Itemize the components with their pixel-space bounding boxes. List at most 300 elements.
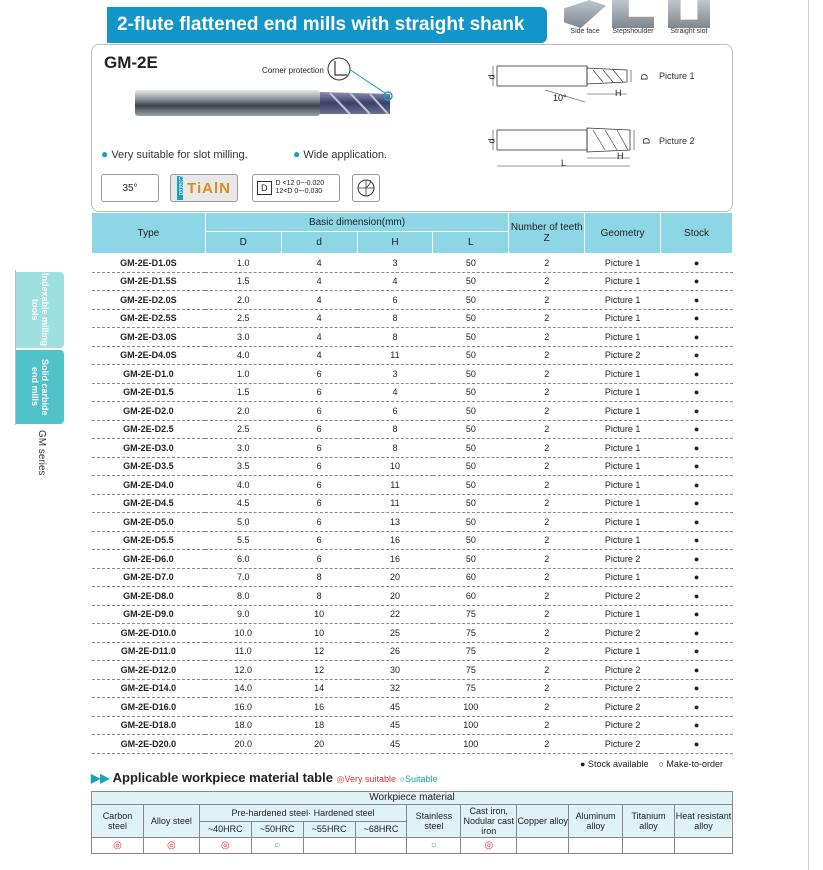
cell-type: GM-2E-D1.0 [92, 365, 206, 384]
cell-teeth: 2 [509, 476, 585, 495]
cell-d: 4 [281, 328, 357, 347]
picture-1-dim-d: d [486, 74, 497, 80]
cell-d: 18 [281, 716, 357, 735]
cell-H: 8 [357, 420, 433, 439]
picture-2-dim-H: H [617, 151, 624, 161]
header-L: L [433, 232, 509, 254]
cell-geometry: Picture 1 [585, 365, 661, 384]
cell-H: 32 [357, 679, 433, 698]
picture-1-label: Picture 1 [659, 71, 695, 81]
cell-stock: ● [661, 420, 733, 439]
table-row [92, 661, 733, 680]
cell-D: 12.0 [205, 661, 281, 680]
legend-very-suitable: ◎Very suitable [336, 774, 396, 784]
cell-d: 4 [281, 346, 357, 365]
cell-L: 50 [433, 494, 509, 513]
cell-d: 6 [281, 420, 357, 439]
feature-1-text: Very suitable for slot milling. [111, 149, 248, 161]
cell-H: 3 [357, 365, 433, 384]
cell-H: 6 [357, 291, 433, 310]
cell-d: 6 [281, 550, 357, 569]
cell-stock: ● [661, 661, 733, 680]
cell-stock: ● [661, 568, 733, 587]
cell-H: 4 [357, 272, 433, 291]
cell-d: 4 [281, 291, 357, 310]
cell-d: 6 [281, 457, 357, 476]
cell-L: 100 [433, 735, 509, 754]
cell-H: 45 [357, 735, 433, 754]
cell-type: GM-2E-D5.0 [92, 513, 206, 532]
header-geometry: Geometry [585, 213, 661, 254]
table-row [92, 587, 733, 606]
cell-type: GM-2E-D12.0 [92, 661, 206, 680]
cell-geometry: Picture 2 [585, 679, 661, 698]
col-stainless-steel: Stainless steel [407, 805, 461, 838]
cell-d: 20 [281, 735, 357, 754]
cell-stock: ● [661, 402, 733, 421]
picture-1-drawing [485, 58, 655, 110]
cell-teeth: 2 [509, 587, 585, 606]
cell-stock: ● [661, 365, 733, 384]
cell-geometry: Picture 2 [585, 587, 661, 606]
cell-geometry: Picture 1 [585, 513, 661, 532]
cell-D: 2.5 [205, 309, 281, 328]
table-row [92, 272, 733, 291]
picture-2-dim-D: D [641, 137, 652, 145]
step-shoulder-block [612, 0, 654, 35]
cell-stock: ● [661, 346, 733, 365]
cell-L: 50 [433, 328, 509, 347]
cell-D: 4.0 [205, 346, 281, 365]
cell-D: 7.0 [205, 568, 281, 587]
cell-geometry: Picture 1 [585, 254, 661, 273]
series-label: GM series [36, 430, 47, 476]
cell-geometry: Picture 1 [585, 402, 661, 421]
cell-H: 25 [357, 624, 433, 643]
cell-geometry: Picture 2 [585, 346, 661, 365]
cell-stock: ● [661, 309, 733, 328]
cell-teeth: 2 [509, 531, 585, 550]
table-row [92, 254, 733, 273]
cell-stock: ● [661, 272, 733, 291]
cell-H: 6 [357, 402, 433, 421]
cell-teeth: 2 [509, 420, 585, 439]
straight-slot-icon [668, 0, 710, 28]
cell-d: 4 [281, 309, 357, 328]
double-arrow-icon: ▶▶ [91, 771, 110, 785]
cell-H: 16 [357, 531, 433, 550]
pre-hardened-label: Pre-hardened steel [231, 807, 309, 818]
page-edge [808, 0, 809, 870]
cell-type: GM-2E-D5.5 [92, 531, 206, 550]
cell-teeth: 2 [509, 328, 585, 347]
cell-H: 45 [357, 716, 433, 735]
suitability-mark [675, 838, 733, 854]
suitability-mark: ◎ [92, 838, 144, 854]
cell-type: GM-2E-D9.0 [92, 605, 206, 624]
table-row [92, 624, 733, 643]
cell-stock: ● [661, 735, 733, 754]
col-68hrc: ~68HRC [355, 821, 407, 838]
cell-L: 50 [433, 439, 509, 458]
cell-H: 22 [357, 605, 433, 624]
suitability-mark [623, 838, 675, 854]
cell-teeth: 2 [509, 346, 585, 365]
page-title: 2-flute flattened end mills with straight shank [107, 7, 547, 43]
tolerance-badge [252, 174, 340, 202]
tab-solid-label: Solid carbide end mills [30, 358, 50, 416]
step-shoulder-icon [612, 0, 654, 28]
cell-teeth: 2 [509, 550, 585, 569]
cell-geometry: Picture 1 [585, 531, 661, 550]
picture-1-angle: 10° [553, 93, 567, 103]
cell-L: 50 [433, 402, 509, 421]
cell-teeth: 2 [509, 661, 585, 680]
suitability-mark: ◎ [199, 838, 251, 854]
cell-d: 8 [281, 568, 357, 587]
cell-d: 6 [281, 476, 357, 495]
cell-teeth: 2 [509, 457, 585, 476]
bullet-icon: ● [101, 147, 109, 161]
cell-type: GM-2E-D3.0S [92, 328, 206, 347]
suitability-mark [517, 838, 569, 854]
cell-geometry: Picture 1 [585, 328, 661, 347]
tab-indexable-label: Indexable milling tools [30, 273, 50, 347]
col-50hrc: ~50HRC [251, 821, 303, 838]
cell-geometry: Picture 1 [585, 291, 661, 310]
cell-stock: ● [661, 698, 733, 717]
cell-d: 14 [281, 679, 357, 698]
tolerance-symbol: D [257, 181, 272, 195]
cell-D: 14.0 [205, 679, 281, 698]
cell-geometry: Picture 2 [585, 735, 661, 754]
cell-d: 6 [281, 365, 357, 384]
suitability-mark [355, 838, 407, 854]
header-stock: Stock [661, 213, 733, 254]
table-row [92, 679, 733, 698]
cell-d: 12 [281, 661, 357, 680]
legend-suitable: ○Suitable [399, 774, 438, 784]
cell-L: 50 [433, 272, 509, 291]
cell-type: GM-2E-D1.0S [92, 254, 206, 273]
straight-slot-block [668, 0, 710, 35]
legend-make-to-order: ○ Make-to-order [658, 759, 723, 769]
col-hardened-group: Pre-hardened steel· Hardened steel [199, 805, 407, 822]
cell-D: 4.5 [205, 494, 281, 513]
spec-table [91, 212, 733, 754]
cell-type: GM-2E-D1.5S [92, 272, 206, 291]
cell-teeth: 2 [509, 291, 585, 310]
cell-stock: ● [661, 513, 733, 532]
workpiece-heading [91, 770, 438, 785]
cell-teeth: 2 [509, 513, 585, 532]
cell-stock: ● [661, 439, 733, 458]
workpiece-heading-text: Applicable workpiece material table [112, 770, 333, 785]
picture-2-dim-d: d [486, 138, 497, 144]
cell-d: 12 [281, 642, 357, 661]
cell-type: GM-2E-D4.0S [92, 346, 206, 365]
cell-geometry: Picture 2 [585, 624, 661, 643]
cell-L: 75 [433, 605, 509, 624]
cell-D: 3.5 [205, 457, 281, 476]
spec-table-body [92, 254, 733, 754]
cell-teeth: 2 [509, 254, 585, 273]
table-row [92, 439, 733, 458]
cell-type: GM-2E-D6.0 [92, 550, 206, 569]
cell-type: GM-2E-D7.0 [92, 568, 206, 587]
cell-L: 75 [433, 679, 509, 698]
picture-1-dim-D: D [639, 73, 650, 81]
cell-geometry: Picture 1 [585, 420, 661, 439]
table-row [92, 402, 733, 421]
table-row [92, 383, 733, 402]
coating-tag: Coated [177, 176, 183, 200]
cell-D: 5.0 [205, 513, 281, 532]
cell-L: 50 [433, 365, 509, 384]
cell-teeth: 2 [509, 439, 585, 458]
cell-type: GM-2E-D8.0 [92, 587, 206, 606]
cell-teeth: 2 [509, 735, 585, 754]
table-row [92, 698, 733, 717]
cell-geometry: Picture 2 [585, 716, 661, 735]
cell-teeth: 2 [509, 383, 585, 402]
cell-teeth: 2 [509, 605, 585, 624]
table-row [92, 365, 733, 384]
cell-D: 9.0 [205, 605, 281, 624]
cell-teeth: 2 [509, 698, 585, 717]
feature-wide-application [293, 147, 387, 161]
cell-geometry: Picture 1 [585, 476, 661, 495]
side-face-icon [564, 0, 606, 28]
suitability-row [92, 838, 733, 854]
cell-L: 50 [433, 291, 509, 310]
cell-teeth: 2 [509, 494, 585, 513]
cell-D: 1.0 [205, 254, 281, 273]
cell-d: 6 [281, 494, 357, 513]
cell-d: 6 [281, 383, 357, 402]
col-alloy-steel: Alloy steel [143, 805, 199, 838]
cell-L: 60 [433, 587, 509, 606]
cell-L: 50 [433, 346, 509, 365]
coating-name: TiAlN [187, 179, 231, 197]
cell-H: 20 [357, 587, 433, 606]
workpiece-table [91, 791, 733, 854]
coating-badge [170, 174, 238, 202]
cell-H: 10 [357, 457, 433, 476]
cell-geometry: Picture 2 [585, 550, 661, 569]
cell-d: 6 [281, 531, 357, 550]
tolerance-line-2: 12<D 0~-0.030 [275, 188, 323, 195]
cell-teeth: 2 [509, 309, 585, 328]
table-row [92, 328, 733, 347]
workpiece-group-title: Workpiece material [92, 792, 733, 805]
cell-D: 4.0 [205, 476, 281, 495]
cell-geometry: Picture 2 [585, 661, 661, 680]
step-shoulder-label: Stepshoulder [612, 28, 654, 35]
cell-type: GM-2E-D1.5 [92, 383, 206, 402]
cell-d: 6 [281, 402, 357, 421]
suitability-mark: ○ [407, 838, 461, 854]
cell-stock: ● [661, 642, 733, 661]
corner-protection-label: Corner protection [262, 66, 324, 75]
cell-type: GM-2E-D18.0 [92, 716, 206, 735]
cell-D: 3.0 [205, 328, 281, 347]
cell-type: GM-2E-D2.5 [92, 420, 206, 439]
hardened-label: Hardened steel [313, 807, 375, 818]
cell-L: 50 [433, 531, 509, 550]
cell-H: 16 [357, 550, 433, 569]
corner-protection-icon [325, 55, 395, 100]
cell-geometry: Picture 1 [585, 642, 661, 661]
table-row [92, 735, 733, 754]
helix-angle-badge [101, 174, 159, 202]
table-row [92, 568, 733, 587]
table-row [92, 494, 733, 513]
cell-stock: ● [661, 605, 733, 624]
cell-stock: ● [661, 624, 733, 643]
cell-L: 50 [433, 550, 509, 569]
cell-geometry: Picture 1 [585, 383, 661, 402]
cell-geometry: Picture 1 [585, 439, 661, 458]
col-heat-resistant-alloy: Heat resistant alloy [675, 805, 733, 838]
table-row [92, 291, 733, 310]
suitability-mark: ◎ [461, 838, 517, 854]
helix-angle-value: 35° [122, 182, 138, 194]
cell-teeth: 2 [509, 272, 585, 291]
header-type: Type [92, 213, 206, 254]
cell-type: GM-2E-D3.0 [92, 439, 206, 458]
table-row [92, 513, 733, 532]
cell-d: 4 [281, 254, 357, 273]
flute-section-badge [352, 174, 380, 202]
cell-d: 6 [281, 439, 357, 458]
cell-d: 10 [281, 605, 357, 624]
cell-D: 3.0 [205, 439, 281, 458]
cell-D: 6.0 [205, 550, 281, 569]
cell-D: 20.0 [205, 735, 281, 754]
cell-type: GM-2E-D2.0 [92, 402, 206, 421]
cell-geometry: Picture 1 [585, 272, 661, 291]
tolerance-values [276, 180, 325, 196]
col-copper-alloy: Copper alloy [517, 805, 569, 838]
cell-geometry: Picture 1 [585, 568, 661, 587]
cell-L: 50 [433, 457, 509, 476]
picture-2-dim-L: L [561, 158, 567, 168]
cell-stock: ● [661, 291, 733, 310]
cell-type: GM-2E-D3.5 [92, 457, 206, 476]
suitability-mark [569, 838, 623, 854]
cell-type: GM-2E-D16.0 [92, 698, 206, 717]
cell-L: 50 [433, 309, 509, 328]
table-row [92, 550, 733, 569]
cell-d: 8 [281, 587, 357, 606]
cell-type: GM-2E-D10.0 [92, 624, 206, 643]
straight-slot-label: Straight slot [670, 28, 708, 35]
stock-legend [580, 759, 723, 769]
cell-D: 2.5 [205, 420, 281, 439]
cell-stock: ● [661, 457, 733, 476]
cell-teeth: 2 [509, 365, 585, 384]
cell-teeth: 2 [509, 568, 585, 587]
cell-H: 30 [357, 661, 433, 680]
cell-D: 8.0 [205, 587, 281, 606]
cell-d: 10 [281, 624, 357, 643]
cell-H: 4 [357, 383, 433, 402]
col-titanium-alloy: Titanium alloy [623, 805, 675, 838]
header-basic-dimension: Basic dimension(mm) [205, 213, 508, 232]
bullet-icon: ● [293, 147, 301, 161]
cell-type: GM-2E-D4.0 [92, 476, 206, 495]
cell-H: 3 [357, 254, 433, 273]
cell-type: GM-2E-D2.0S [92, 291, 206, 310]
cell-stock: ● [661, 383, 733, 402]
header-d: d [281, 232, 357, 254]
cell-type: GM-2E-D20.0 [92, 735, 206, 754]
cell-geometry: Picture 1 [585, 605, 661, 624]
cell-L: 75 [433, 642, 509, 661]
cell-geometry: Picture 1 [585, 309, 661, 328]
cell-stock: ● [661, 587, 733, 606]
table-row [92, 476, 733, 495]
col-aluminum-alloy: Aluminum alloy [569, 805, 623, 838]
picture-2-drawing [485, 122, 655, 174]
cell-stock: ● [661, 550, 733, 569]
cell-H: 8 [357, 328, 433, 347]
cell-stock: ● [661, 679, 733, 698]
col-cast-iron: Cast iron, Nodular cast iron [461, 805, 517, 838]
cell-L: 60 [433, 568, 509, 587]
cell-H: 11 [357, 476, 433, 495]
cell-geometry: Picture 1 [585, 457, 661, 476]
cell-L: 50 [433, 420, 509, 439]
cell-D: 18.0 [205, 716, 281, 735]
cell-type: GM-2E-D11.0 [92, 642, 206, 661]
table-row [92, 457, 733, 476]
col-carbon-steel: Carbon steel [92, 805, 144, 838]
cell-D: 1.5 [205, 383, 281, 402]
col-40hrc: ~40HRC [199, 821, 251, 838]
cell-teeth: 2 [509, 402, 585, 421]
cell-H: 11 [357, 494, 433, 513]
cell-L: 50 [433, 383, 509, 402]
table-row [92, 642, 733, 661]
cell-H: 20 [357, 568, 433, 587]
cell-teeth: 2 [509, 679, 585, 698]
model-name: GM-2E [104, 53, 158, 72]
cell-L: 100 [433, 716, 509, 735]
cell-geometry: Picture 1 [585, 494, 661, 513]
side-face-block [564, 0, 606, 35]
tab-solid-carbide-end-mills[interactable] [16, 350, 64, 424]
cell-d: 16 [281, 698, 357, 717]
tolerance-line-1: D <12 0~-0.020 [275, 180, 325, 187]
header-D: D [205, 232, 281, 254]
side-face-label: Side face [570, 28, 600, 35]
cell-stock: ● [661, 254, 733, 273]
table-row [92, 309, 733, 328]
table-row [92, 716, 733, 735]
cell-stock: ● [661, 328, 733, 347]
cell-D: 16.0 [205, 698, 281, 717]
cell-D: 10.0 [205, 624, 281, 643]
cell-D: 2.0 [205, 402, 281, 421]
suitability-mark: ◎ [143, 838, 199, 854]
cell-L: 50 [433, 254, 509, 273]
tab-indexable-milling-tools[interactable] [16, 272, 64, 348]
cell-H: 45 [357, 698, 433, 717]
table-row [92, 346, 733, 365]
cell-teeth: 2 [509, 716, 585, 735]
